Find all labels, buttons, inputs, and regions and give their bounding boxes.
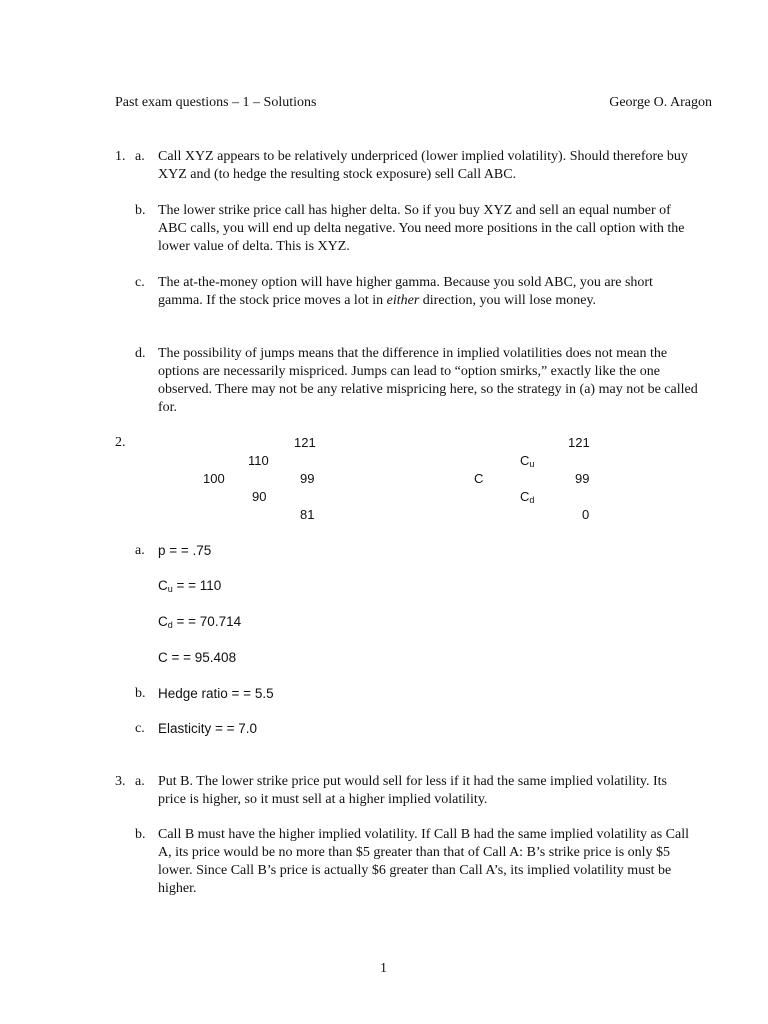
stock-tree-dd: 81 [300,507,315,522]
stock-tree-uu: 121 [294,435,316,450]
q2-eq-p-value: .75 [192,543,212,558]
q2-eq-cd-base: C [158,614,168,629]
q1-part-a-label: a. [135,149,145,164]
stock-tree-d: 90 [252,489,267,504]
q2-part-c-elasticity: Elasticity = = 7.0 [158,721,258,736]
option-tree-c0: C [474,471,484,486]
q2-eq-cu-value: 110 [199,578,222,593]
question-1-number: 1. [115,149,126,164]
q2-eq-cd-tail: = [172,614,189,629]
q2-part-b-hedge-ratio: Hedge ratio = = 5.5 [158,686,274,701]
document-author: George O. Aragon [609,95,712,110]
q2-eq-c [158,649,236,667]
q2-eq-cd-sub: d [167,620,173,630]
q2-eq-p [158,542,211,560]
q3-part-a-text: Put B. The lower strike price put would sell for less if it had the same implied volatility. Its price is higher, so it must sell at a higher implied volatility. [158,774,667,807]
q3-part-a-label: a. [135,774,145,789]
q2-eq-cd [158,613,241,631]
q1-part-c-text [158,274,698,310]
q1-part-c-label: c. [135,275,145,290]
q1-part-a-text: Call XYZ appears to be relatively underpriced (lower implied volatility). Should therefore buy XYZ and (to hedge the resulting stock exposure) sell Call ABC. [158,149,688,182]
q3-part-b-label: b. [135,827,146,842]
q1-part-d-label: d. [135,346,146,361]
q1-part-b-label: b. [135,203,146,218]
option-tree-cd-sub: d [529,495,535,505]
q2-eq-cu-sub: u [167,584,173,594]
q1-part-b-text: The lower strike price call has higher delta. So if you buy XYZ and sell an equal number of ABC calls, you will end up delta negative. You need more positions in the call option with the lower value of delta. This is XYZ. [158,203,685,254]
q1-part-c-text-after: direction, you will lose money. [419,293,597,308]
q1-part-c-emphasis: either [386,293,420,308]
option-tree-cu-sub: u [529,459,535,469]
page-number: 1 [380,961,387,976]
q2-part-b-label: b. [135,686,146,701]
q2-eq-cu-mid: = [188,578,200,593]
q1-part-c-text-before: The at-the-money option will have higher gamma. Because you sold ABC, you are short gamma. If the stock price moves a lot in [158,275,653,308]
q2-eq-p-mid: = [177,543,193,558]
stock-tree-s0: 100 [203,471,225,486]
option-tree-uu: 121 [568,435,590,450]
question-3-number: 3. [115,774,126,789]
option-tree-cu [520,452,534,470]
q2-eq-cd-mid: = [188,614,200,629]
q2-eq-cu [158,577,221,595]
q2-eq-c-value: 95.408 [194,650,237,665]
q3-part-b-text: Call B must have the higher implied volatility. If Call B had the same implied volatility as Call A, its price would be no more than $5 greater than that of Call A: B’s strike price is only $5 lower. Since Call B’s price is actually $6 greater than Call A’s, its implied volatility must be higher. [158,827,690,896]
stock-tree-u: 110 [248,453,269,468]
q2-eq-cu-tail: = [172,578,189,593]
q2-eq-cd-value: 70.714 [199,614,242,629]
q2-eq-p-lhs: p = [158,543,178,558]
option-tree-dd: 0 [582,507,590,522]
option-tree-cd [520,488,534,506]
option-tree-cd-base: C [520,489,530,504]
document-title: Past exam questions – 1 – Solutions [115,95,317,110]
option-tree-ud: 99 [575,471,590,486]
question-2-number: 2. [115,435,126,450]
q1-part-d-text: The possibility of jumps means that the difference in implied volatilities does not mean the options are necessarily mispriced. Jumps can lead to “option smirks,” exactly like the one observed. There may not be any relative mispricing here, so the strategy in (a) may not be called for. [158,346,698,415]
option-tree-cu-base: C [520,453,530,468]
stock-tree-ud: 99 [300,471,315,486]
q2-part-a-label: a. [135,543,145,558]
q2-part-c-label: c. [135,721,145,736]
q2-eq-c-mid: = [179,650,195,665]
q2-eq-c-lhs: C = [158,650,180,665]
q2-eq-cu-base: C [158,578,168,593]
